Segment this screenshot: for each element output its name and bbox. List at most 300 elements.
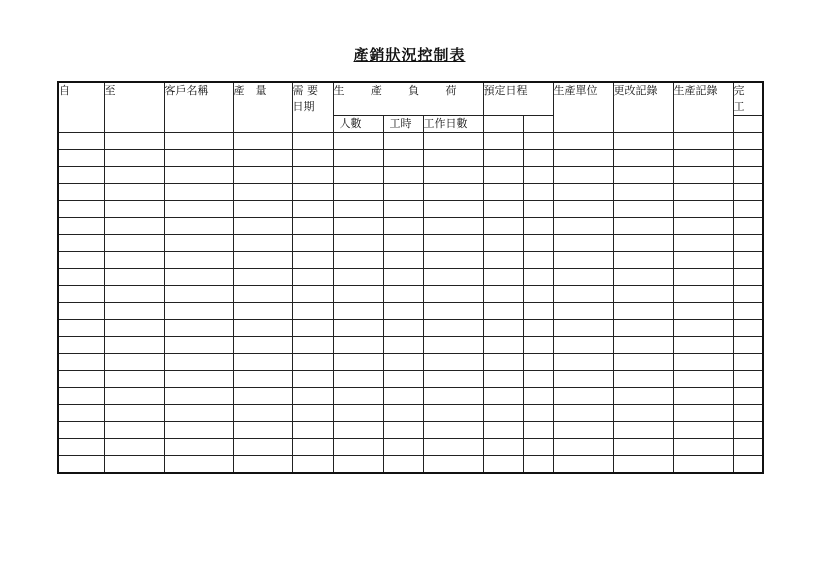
table-cell — [164, 405, 233, 422]
table-cell — [673, 150, 733, 167]
table-cell — [383, 201, 423, 218]
table-cell — [553, 388, 613, 405]
table-cell — [483, 184, 523, 201]
table-cell — [423, 269, 483, 286]
subheader-headcount: 人數 — [333, 116, 383, 133]
table-cell — [523, 337, 553, 354]
table-cell — [164, 303, 233, 320]
header-change-record: 更改記錄 — [613, 82, 673, 133]
table-cell — [58, 150, 104, 167]
table-cell — [383, 388, 423, 405]
table-cell — [553, 320, 613, 337]
table-cell — [483, 388, 523, 405]
page-title: 產銷狀況控制表 — [353, 46, 466, 64]
table-cell — [233, 405, 292, 422]
table-cell — [233, 354, 292, 371]
table-cell — [233, 184, 292, 201]
table-cell — [333, 388, 383, 405]
table-cell — [233, 337, 292, 354]
table-cell — [58, 303, 104, 320]
table-cell — [673, 354, 733, 371]
header-production-load-char-4: 荷 — [445, 84, 457, 97]
table-cell — [292, 371, 333, 388]
table-cell — [733, 286, 763, 303]
header-from: 自 — [58, 82, 104, 133]
table-cell — [233, 320, 292, 337]
table-row — [58, 320, 763, 337]
table-cell — [553, 252, 613, 269]
table-cell — [164, 184, 233, 201]
table-cell — [292, 354, 333, 371]
table-cell — [333, 456, 383, 474]
table-cell — [104, 388, 164, 405]
table-cell — [733, 354, 763, 371]
header-completion-line2: 工 — [733, 100, 745, 113]
header-production-load-char-2: 產 — [370, 84, 382, 97]
subheader-completion — [733, 116, 763, 133]
table-cell — [104, 405, 164, 422]
header-required-date-line2: 日期 — [292, 100, 315, 113]
table-row — [58, 235, 763, 252]
table-cell — [333, 133, 383, 150]
table-cell — [553, 371, 613, 388]
header-required-date — [292, 82, 333, 133]
table-cell — [383, 354, 423, 371]
table-cell — [164, 201, 233, 218]
table-cell — [164, 337, 233, 354]
table-cell — [613, 184, 673, 201]
table-cell — [58, 184, 104, 201]
table-cell — [613, 201, 673, 218]
table-cell — [733, 439, 763, 456]
table-cell — [383, 167, 423, 184]
table-cell — [553, 354, 613, 371]
table-cell — [164, 388, 233, 405]
table-cell — [553, 269, 613, 286]
table-cell — [423, 167, 483, 184]
table-cell — [613, 269, 673, 286]
table-cell — [233, 201, 292, 218]
table-cell — [423, 133, 483, 150]
table-cell — [233, 286, 292, 303]
table-cell — [733, 320, 763, 337]
table-cell — [673, 422, 733, 439]
table-cell — [233, 456, 292, 474]
table-cell — [383, 337, 423, 354]
table-cell — [553, 201, 613, 218]
table-row — [58, 252, 763, 269]
table-cell — [483, 218, 523, 235]
table-cell — [613, 439, 673, 456]
table-cell — [613, 218, 673, 235]
table-cell — [104, 354, 164, 371]
table-cell — [292, 269, 333, 286]
header-to: 至 — [104, 82, 164, 133]
table-cell — [523, 354, 553, 371]
table-cell — [104, 184, 164, 201]
table-cell — [613, 303, 673, 320]
table-row — [58, 303, 763, 320]
table-row — [58, 354, 763, 371]
table-cell — [292, 218, 333, 235]
table-cell — [733, 337, 763, 354]
table-cell — [58, 133, 104, 150]
table-cell — [553, 133, 613, 150]
header-scheduled-date: 預定日程 — [483, 82, 553, 116]
table-cell — [333, 252, 383, 269]
table-cell — [292, 456, 333, 474]
table-cell — [292, 337, 333, 354]
table-cell — [423, 235, 483, 252]
table-cell — [523, 218, 553, 235]
table-cell — [383, 439, 423, 456]
table-cell — [523, 371, 553, 388]
table-cell — [553, 405, 613, 422]
table-cell — [483, 439, 523, 456]
table-cell — [523, 320, 553, 337]
table-cell — [233, 167, 292, 184]
table-cell — [613, 252, 673, 269]
table-cell — [333, 218, 383, 235]
table-cell — [613, 354, 673, 371]
table-cell — [104, 456, 164, 474]
header-completion-line1: 完 — [733, 84, 745, 97]
subheader-scheduled-a — [483, 116, 523, 133]
table-cell — [483, 201, 523, 218]
table-cell — [613, 371, 673, 388]
table-cell — [483, 405, 523, 422]
table-cell — [673, 218, 733, 235]
table-row — [58, 201, 763, 218]
table-cell — [58, 405, 104, 422]
table-cell — [733, 303, 763, 320]
table-cell — [733, 456, 763, 474]
table-cell — [523, 303, 553, 320]
table-cell — [613, 456, 673, 474]
table-cell — [292, 405, 333, 422]
table-cell — [673, 167, 733, 184]
table-cell — [553, 167, 613, 184]
table-cell — [104, 337, 164, 354]
subheader-scheduled-b — [523, 116, 553, 133]
table-cell — [483, 303, 523, 320]
table-cell — [483, 252, 523, 269]
table-cell — [733, 422, 763, 439]
table-cell — [383, 133, 423, 150]
table-cell — [383, 269, 423, 286]
table-cell — [553, 150, 613, 167]
table-cell — [733, 388, 763, 405]
table-cell — [613, 150, 673, 167]
table-cell — [164, 167, 233, 184]
table-cell — [104, 320, 164, 337]
table-cell — [58, 167, 104, 184]
table-cell — [523, 456, 553, 474]
table-cell — [383, 184, 423, 201]
table-cell — [523, 201, 553, 218]
table-cell — [333, 439, 383, 456]
table-cell — [483, 133, 523, 150]
table-row — [58, 184, 763, 201]
table-cell — [523, 167, 553, 184]
table-cell — [613, 388, 673, 405]
production-sales-control-table — [57, 81, 764, 474]
table-cell — [292, 167, 333, 184]
table-cell — [333, 354, 383, 371]
table-cell — [673, 235, 733, 252]
table-cell — [164, 269, 233, 286]
table-cell — [483, 456, 523, 474]
table-cell — [673, 371, 733, 388]
table-cell — [333, 167, 383, 184]
table-cell — [104, 218, 164, 235]
table-cell — [383, 218, 423, 235]
table-cell — [104, 167, 164, 184]
table-cell — [58, 456, 104, 474]
table-cell — [483, 354, 523, 371]
table-cell — [58, 439, 104, 456]
table-cell — [483, 422, 523, 439]
table-cell — [233, 303, 292, 320]
table-cell — [104, 150, 164, 167]
table-cell — [423, 388, 483, 405]
table-cell — [292, 286, 333, 303]
table-cell — [58, 235, 104, 252]
table-cell — [553, 286, 613, 303]
table-cell — [523, 439, 553, 456]
table-cell — [673, 286, 733, 303]
table-cell — [383, 303, 423, 320]
table-cell — [104, 235, 164, 252]
header-production-load-char-1: 生 — [333, 84, 345, 97]
table-cell — [673, 388, 733, 405]
table-cell — [333, 320, 383, 337]
table-cell — [613, 337, 673, 354]
table-cell — [58, 422, 104, 439]
table-cell — [673, 303, 733, 320]
table-cell — [233, 422, 292, 439]
table-cell — [423, 184, 483, 201]
table-cell — [673, 320, 733, 337]
table-cell — [233, 133, 292, 150]
table-row — [58, 133, 763, 150]
table-cell — [292, 133, 333, 150]
table-cell — [104, 252, 164, 269]
table-cell — [383, 422, 423, 439]
table-cell — [164, 371, 233, 388]
table-cell — [233, 371, 292, 388]
table-row — [58, 405, 763, 422]
table-cell — [613, 422, 673, 439]
table-cell — [673, 184, 733, 201]
table-cell — [733, 252, 763, 269]
table-cell — [483, 320, 523, 337]
table-cell — [733, 269, 763, 286]
table-cell — [333, 371, 383, 388]
table-cell — [733, 235, 763, 252]
table-cell — [292, 303, 333, 320]
table-cell — [733, 218, 763, 235]
table-cell — [333, 286, 383, 303]
table-cell — [104, 286, 164, 303]
table-cell — [553, 235, 613, 252]
table-cell — [483, 235, 523, 252]
table-cell — [523, 269, 553, 286]
header-output: 產 量 — [233, 82, 292, 133]
table-cell — [423, 456, 483, 474]
table-cell — [673, 456, 733, 474]
table-row — [58, 150, 763, 167]
table-cell — [164, 150, 233, 167]
table-cell — [483, 167, 523, 184]
table-cell — [58, 252, 104, 269]
table-cell — [423, 439, 483, 456]
table-cell — [164, 218, 233, 235]
table-cell — [292, 201, 333, 218]
table-cell — [423, 252, 483, 269]
table-cell — [104, 439, 164, 456]
table-cell — [673, 405, 733, 422]
table-cell — [292, 439, 333, 456]
table-row — [58, 218, 763, 235]
table-cell — [383, 371, 423, 388]
table-cell — [292, 388, 333, 405]
table-cell — [333, 150, 383, 167]
table-cell — [423, 303, 483, 320]
table-row — [58, 337, 763, 354]
table-cell — [423, 320, 483, 337]
table-cell — [523, 388, 553, 405]
table-cell — [164, 235, 233, 252]
table-cell — [104, 269, 164, 286]
table-cell — [733, 201, 763, 218]
table-cell — [164, 439, 233, 456]
table-cell — [423, 150, 483, 167]
header-production-record: 生產記錄 — [673, 82, 733, 133]
table-cell — [483, 150, 523, 167]
table-cell — [164, 286, 233, 303]
table-cell — [333, 337, 383, 354]
table-cell — [58, 354, 104, 371]
table-cell — [58, 337, 104, 354]
table-cell — [292, 150, 333, 167]
table-cell — [164, 456, 233, 474]
table-cell — [104, 303, 164, 320]
table-cell — [423, 371, 483, 388]
table-cell — [673, 269, 733, 286]
table-cell — [58, 388, 104, 405]
table-cell — [613, 167, 673, 184]
table-cell — [423, 422, 483, 439]
table-cell — [58, 371, 104, 388]
header-required-date-line1: 需 要 — [292, 84, 318, 97]
table-cell — [383, 286, 423, 303]
table-cell — [104, 422, 164, 439]
table-cell — [383, 235, 423, 252]
table-cell — [233, 235, 292, 252]
table-cell — [483, 337, 523, 354]
table-cell — [483, 371, 523, 388]
table-cell — [733, 371, 763, 388]
table-cell — [333, 422, 383, 439]
table-cell — [733, 184, 763, 201]
table-cell — [523, 150, 553, 167]
table-cell — [104, 201, 164, 218]
table-cell — [383, 456, 423, 474]
table-cell — [673, 133, 733, 150]
table-cell — [673, 252, 733, 269]
table-cell — [553, 184, 613, 201]
table-cell — [523, 422, 553, 439]
table-row — [58, 371, 763, 388]
table-cell — [553, 337, 613, 354]
table-cell — [333, 184, 383, 201]
table-cell — [333, 405, 383, 422]
table-cell — [423, 201, 483, 218]
table-cell — [483, 286, 523, 303]
table-cell — [423, 405, 483, 422]
table-cell — [104, 133, 164, 150]
table-cell — [233, 252, 292, 269]
table-cell — [423, 218, 483, 235]
table-cell — [553, 218, 613, 235]
table-cell — [292, 320, 333, 337]
table-row — [58, 388, 763, 405]
table-row — [58, 422, 763, 439]
table-cell — [613, 133, 673, 150]
table-cell — [104, 371, 164, 388]
table-cell — [333, 303, 383, 320]
table-cell — [613, 320, 673, 337]
table-row — [58, 286, 763, 303]
subheader-work-days: 工作日數 — [423, 116, 483, 133]
header-production-unit: 生產單位 — [553, 82, 613, 133]
header-customer-name: 客戶名稱 — [164, 82, 233, 133]
table-cell — [383, 252, 423, 269]
table-cell — [233, 388, 292, 405]
table-cell — [613, 405, 673, 422]
table-cell — [483, 269, 523, 286]
table-cell — [292, 184, 333, 201]
table-cell — [58, 286, 104, 303]
table-cell — [423, 337, 483, 354]
table-cell — [333, 269, 383, 286]
table-cell — [733, 405, 763, 422]
header-production-load — [333, 82, 483, 116]
table-cell — [553, 456, 613, 474]
table-cell — [733, 133, 763, 150]
table-cell — [233, 150, 292, 167]
table-cell — [423, 354, 483, 371]
header-production-load-char-3: 負 — [408, 84, 420, 97]
table-cell — [673, 337, 733, 354]
table-cell — [553, 303, 613, 320]
table-cell — [233, 439, 292, 456]
table-cell — [613, 286, 673, 303]
table-cell — [164, 422, 233, 439]
table-cell — [673, 439, 733, 456]
table-cell — [673, 201, 733, 218]
table-cell — [733, 167, 763, 184]
table-row — [58, 456, 763, 474]
table-cell — [58, 269, 104, 286]
table-cell — [423, 286, 483, 303]
table-cell — [292, 422, 333, 439]
header-completion — [733, 82, 763, 116]
table-cell — [523, 235, 553, 252]
table-cell — [383, 405, 423, 422]
table-cell — [733, 150, 763, 167]
